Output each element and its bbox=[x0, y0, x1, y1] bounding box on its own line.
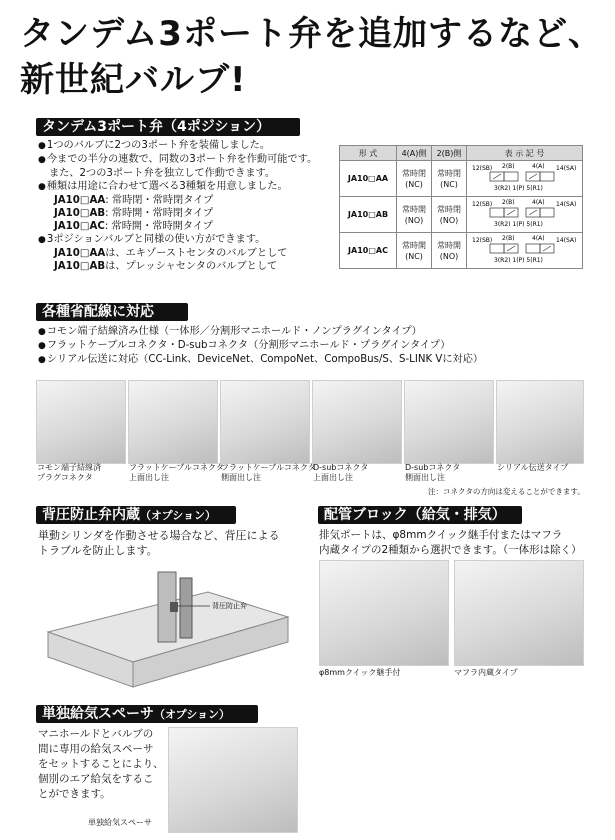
type-desc: : 常時閉・常時閉タイプ bbox=[105, 195, 214, 206]
symbol-label: 12(SB) bbox=[471, 201, 492, 208]
type-model: JA10□AB bbox=[54, 208, 106, 219]
piping-line: 内蔵タイプの2種類から選択できます。（一体形は除く） bbox=[319, 544, 582, 556]
wiring-line: ● シリアル伝送に対応（CC-Link、DeviceNet、CompoNet、CompoBus/S、S-LINK Vに対応） bbox=[38, 353, 483, 367]
symbol-label: 2(B) bbox=[501, 235, 515, 242]
usage-model: JA10□AA bbox=[54, 248, 106, 259]
piping-caption: φ8mmクイック継手付 bbox=[319, 668, 401, 677]
photo-serial bbox=[496, 380, 584, 464]
row-b-side: 常時閉 (NO) bbox=[432, 197, 467, 233]
headline-line-2: 新世紀バルブ! bbox=[20, 60, 247, 100]
tandem-section-title: タンデム3ポート弁（4ポジション） bbox=[36, 118, 300, 136]
spec-table bbox=[339, 145, 583, 269]
backpressure-line: トラブルを防止します。 bbox=[38, 544, 158, 557]
tandem-line: ● 種類は用途に合わせて選べる3種類を用意しました。 bbox=[38, 180, 317, 194]
spacer-title: 単独給気スペーサ bbox=[42, 706, 154, 722]
wiring-section-title: 各種省配線に対応 bbox=[36, 303, 188, 321]
photo-spacer bbox=[168, 727, 298, 833]
col-header: 4(A)側 bbox=[397, 146, 432, 161]
tandem-line: ● 今までの半分の連数で、同数の3ポート弁を作動可能です。 bbox=[38, 153, 317, 167]
backpressure-label: 背圧防止弁 bbox=[212, 602, 247, 610]
spacer-option: （オプション） bbox=[154, 708, 231, 721]
valve-symbol-svg bbox=[470, 197, 580, 229]
table-row bbox=[340, 233, 583, 269]
tandem-type-item bbox=[38, 194, 317, 207]
photo-flat-cable-side bbox=[220, 380, 310, 464]
photo-common-terminal bbox=[36, 380, 126, 464]
photo-flat-cable-top bbox=[128, 380, 218, 464]
spacer-label: 単独給気スペーサ bbox=[88, 818, 152, 827]
tandem-usage-item bbox=[38, 260, 317, 273]
piping-caption: マフラ内蔵タイプ bbox=[454, 668, 518, 677]
spacer-description bbox=[38, 727, 164, 802]
symbol-label: 4(A) bbox=[531, 235, 545, 242]
tandem-usage-intro: ● 3ポジションバルブと同様の使い方ができます。 bbox=[38, 233, 317, 247]
photo-dsub-side bbox=[404, 380, 494, 464]
symbol-label: 2(B) bbox=[501, 163, 515, 170]
backpressure-title: 背圧防止弁内蔵 bbox=[42, 507, 140, 523]
type-desc: : 常時開・常時開タイプ bbox=[104, 221, 213, 232]
backpressure-line: 単動シリンダを作動させる場合など、背圧による bbox=[38, 529, 280, 542]
photo-caption: フラットケーブルコネクタ 上面出し注 bbox=[129, 463, 224, 482]
valve-symbol bbox=[467, 197, 583, 233]
backpressure-description bbox=[38, 528, 280, 558]
row-a-side: 常時開 (NO) bbox=[397, 197, 432, 233]
photo-quick-fitting bbox=[319, 560, 449, 666]
tandem-type-item bbox=[38, 220, 317, 233]
symbol-label: 14(SA) bbox=[555, 201, 576, 208]
spacer-line: 間に専用の給気スペーサ bbox=[38, 743, 154, 755]
tandem-type-item bbox=[38, 207, 317, 220]
symbol-label: 14(SA) bbox=[555, 237, 576, 244]
symbol-label: 3(R2) 1(P) 5(R1) bbox=[493, 185, 543, 192]
backpressure-diagram-svg bbox=[38, 562, 294, 692]
spacer-line: 個別のエア給気をするこ bbox=[38, 773, 154, 785]
spacer-line: マニホールドとバルブの bbox=[38, 728, 154, 740]
row-model: JA10□AC bbox=[340, 233, 397, 269]
row-a-side: 常時閉 (NC) bbox=[397, 161, 432, 197]
wiring-line: ● コモン端子結線済み仕様（一体形／分割形マニホールド・ノンプラグインタイプ） bbox=[38, 325, 483, 339]
usage-desc: は、エキゾーストセンタのバルブとして bbox=[105, 248, 288, 259]
type-model: JA10□AC bbox=[54, 221, 105, 232]
usage-model: JA10□AB bbox=[54, 261, 106, 272]
row-model: JA10□AA bbox=[340, 161, 397, 197]
symbol-label: 12(SB) bbox=[471, 165, 492, 172]
col-header: 2(B)側 bbox=[432, 146, 467, 161]
row-model: JA10□AB bbox=[340, 197, 397, 233]
photo-caption: コモン端子結線済 プラグコネクタ bbox=[37, 463, 101, 482]
col-header: 形 式 bbox=[340, 146, 397, 161]
wiring-line: ● フラットケーブルコネクタ・D-subコネクタ（分割形マニホールド・プラグインタイプ） bbox=[38, 339, 483, 353]
symbol-label: 3(R2) 1(P) 5(R1) bbox=[493, 257, 543, 264]
valve-symbol bbox=[467, 161, 583, 197]
photo-caption: シリアル伝送タイプ bbox=[497, 463, 569, 472]
spacer-line: とができます。 bbox=[38, 788, 111, 800]
photo-caption: D-subコネクタ 上面出し注 bbox=[313, 463, 369, 482]
connector-note: 注：コネクタの方向は変えることができます。 bbox=[428, 487, 585, 496]
spec-table-header bbox=[340, 146, 583, 161]
type-model: JA10□AA bbox=[54, 195, 106, 206]
tandem-line: また、2つの3ポート弁を独立して作動できます。 bbox=[49, 168, 276, 179]
photo-caption: D-subコネクタ 側面出し注 bbox=[405, 463, 461, 482]
col-header: 表 示 記 号 bbox=[467, 146, 583, 161]
symbol-label: 4(A) bbox=[531, 163, 545, 170]
row-a-side: 常時開 (NC) bbox=[397, 233, 432, 269]
wiring-description bbox=[38, 325, 483, 367]
spacer-section-title bbox=[36, 705, 258, 723]
table-row bbox=[340, 197, 583, 233]
piping-section-title: 配管ブロック（給気・排気） bbox=[318, 506, 522, 524]
tandem-line: ● 1つのバルブに2つの3ポート弁を装備しました。 bbox=[38, 139, 317, 153]
headline-line-1: タンデム3ポート弁を追加するなど、 bbox=[20, 14, 603, 54]
type-desc: : 常時開・常時閉タイプ bbox=[105, 208, 214, 219]
usage-desc: は、プレッシャセンタのバルブとして bbox=[105, 261, 278, 272]
row-b-side: 常時閉 (NC) bbox=[432, 161, 467, 197]
valve-symbol bbox=[467, 233, 583, 269]
photo-silencer bbox=[454, 560, 584, 666]
piping-description bbox=[319, 528, 582, 558]
symbol-label: 4(A) bbox=[531, 199, 545, 206]
table-row bbox=[340, 161, 583, 197]
tandem-usage-item bbox=[38, 247, 317, 260]
backpressure-section-title bbox=[36, 506, 236, 524]
symbol-label: 2(B) bbox=[501, 199, 515, 206]
symbol-label: 14(SA) bbox=[555, 165, 576, 172]
valve-symbol-svg bbox=[470, 161, 580, 193]
photo-dsub-top bbox=[312, 380, 402, 464]
valve-symbol-svg bbox=[470, 233, 580, 265]
tandem-description bbox=[38, 139, 317, 273]
row-b-side: 常時開 (NO) bbox=[432, 233, 467, 269]
photo-caption: フラットケーブルコネクタ 側面出し注 bbox=[221, 463, 316, 482]
symbol-label: 3(R2) 1(P) 5(R1) bbox=[493, 221, 543, 228]
piping-line: 排気ポートは、φ8mmクイック継手付またはマフラ bbox=[319, 529, 563, 541]
spacer-line: をセットすることにより、 bbox=[38, 758, 164, 770]
symbol-label: 12(SB) bbox=[471, 237, 492, 244]
backpressure-option: （オプション） bbox=[140, 509, 217, 522]
backpressure-diagram bbox=[38, 562, 294, 692]
